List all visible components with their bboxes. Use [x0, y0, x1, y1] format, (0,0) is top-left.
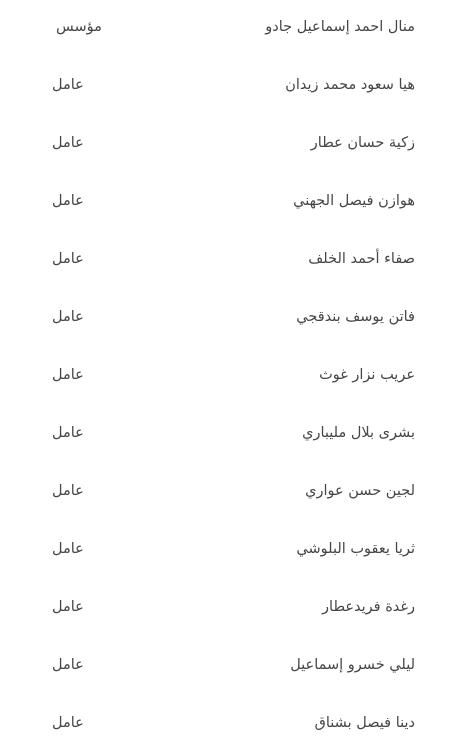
member-role: عامل: [52, 715, 84, 731]
member-role: عامل: [52, 77, 84, 93]
list-item[interactable]: [0, 172, 463, 230]
member-name: ثريا يعقوب البلوشي: [296, 541, 415, 557]
member-role: عامل: [52, 309, 84, 325]
member-role: عامل: [52, 541, 84, 557]
member-name: منال احمد إسماعيل جادو: [265, 19, 415, 35]
member-role: عامل: [52, 657, 84, 673]
list-item[interactable]: [0, 636, 463, 694]
member-role: عامل: [52, 251, 84, 267]
member-name: عريب نزار غوث: [319, 367, 415, 383]
list-item[interactable]: [0, 0, 463, 56]
member-name: هيا سعود محمد زيدان: [285, 77, 415, 93]
member-role: عامل: [52, 483, 84, 499]
list-item[interactable]: [0, 462, 463, 520]
member-role: عامل: [52, 135, 84, 151]
member-name: دينا فيصل بشناق: [314, 715, 415, 731]
member-role: مؤسس: [56, 19, 102, 35]
member-name: صفاء أحمد الخلف: [308, 251, 415, 267]
member-name: لجين حسن عواري: [305, 483, 415, 499]
member-name: زكية حسان عطار: [310, 135, 415, 151]
member-role: عامل: [52, 599, 84, 615]
member-name: بشرى بلال مليباري: [302, 425, 415, 441]
list-item[interactable]: [0, 230, 463, 288]
list-item[interactable]: [0, 56, 463, 114]
member-role: عامل: [52, 367, 84, 383]
member-name: ليلي خسرو إسماعيل: [290, 657, 415, 673]
list-item[interactable]: [0, 346, 463, 404]
list-item[interactable]: [0, 288, 463, 346]
list-item[interactable]: [0, 404, 463, 462]
list-item[interactable]: [0, 114, 463, 172]
member-name: هوازن فيصل الجهني: [293, 193, 415, 209]
member-role: عامل: [52, 193, 84, 209]
member-name: فاتن يوسف بندقجي: [296, 309, 415, 325]
list-item[interactable]: [0, 578, 463, 636]
member-role: عامل: [52, 425, 84, 441]
member-name: رغدة فريدعطار: [322, 599, 415, 615]
list-item[interactable]: [0, 520, 463, 578]
list-item[interactable]: [0, 694, 463, 752]
